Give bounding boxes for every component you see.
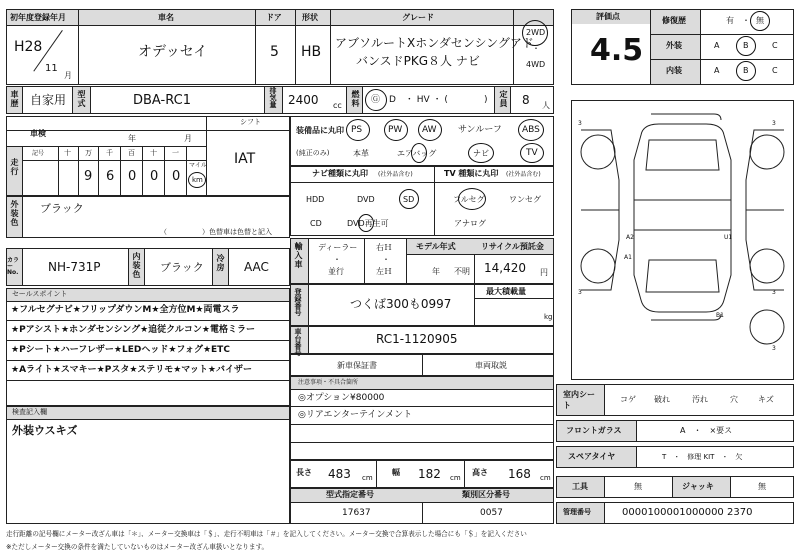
registration-value: つくば300も0997	[350, 297, 452, 311]
repair-no: 無	[756, 16, 764, 25]
spare-label: スペアタイヤ	[568, 452, 616, 461]
import-dealer: ディーラー	[318, 243, 358, 252]
equip-navi: ナビ	[473, 149, 489, 158]
tools-value: 無	[634, 482, 642, 491]
unit-5: 一	[172, 149, 179, 157]
equip-sunroof: サンルーフ	[458, 125, 502, 135]
displacement-label: 排気量	[269, 87, 277, 108]
import-dot1: ・	[333, 255, 341, 264]
inspection-label: 車検	[30, 129, 46, 138]
kg-unit: kg	[544, 313, 553, 321]
seat-item-1: コゲ	[620, 395, 636, 404]
nav-sd: SD	[403, 195, 415, 204]
mgmt-value: 0000100001000000 2370	[622, 507, 753, 518]
tv-label: TV 種類に丸印	[444, 169, 499, 178]
sales-label: セールスポイント	[12, 290, 68, 298]
tv-sub: (社外品含む)	[506, 171, 541, 178]
fuel-label: 燃料	[351, 90, 360, 108]
glass-value: A ・ ×要ス	[680, 426, 733, 435]
height-label: 高さ	[472, 468, 488, 477]
damage-a2: A2	[626, 234, 634, 241]
nav-dvd-play: DVD再生可	[347, 219, 389, 228]
seat-item-4: 穴	[730, 395, 738, 404]
length-label: 長さ	[296, 468, 312, 477]
color-label: 外装色	[10, 200, 19, 227]
equip-leather: 本革	[353, 149, 369, 158]
warranty-label: 新車保証書	[337, 361, 377, 370]
nav-sub: (社外品含む)	[378, 171, 413, 178]
inspection-year-unit: 年	[128, 134, 136, 143]
equip-tv: TV	[526, 148, 538, 158]
unit-2: 千	[106, 149, 113, 157]
grade-label: グレード	[402, 13, 434, 22]
tire-label-3: 3	[578, 289, 582, 296]
tire-rear-left-icon	[581, 249, 615, 283]
unit-4: 十	[150, 149, 157, 157]
equip-airbag: エアバッグ	[397, 149, 437, 158]
recycle-label: リサイクル預託金	[481, 242, 544, 251]
import-left: 左Ｈ	[376, 267, 392, 276]
tire-label-1: 3	[578, 120, 582, 127]
digit-2: 0	[128, 169, 137, 184]
inspector-value: 外装ウスキズ	[12, 424, 78, 437]
car-name: オデッセイ	[138, 44, 208, 60]
notes-label: 注意事項・不具合箇所	[298, 379, 359, 386]
digit-0: 9	[84, 169, 93, 184]
exterior-label: 外装	[666, 41, 682, 50]
nav-cd: CD	[310, 219, 322, 228]
doors-label: ドア	[266, 13, 282, 22]
manual-label: 車両取説	[475, 361, 507, 370]
tire-front-right-icon	[750, 135, 784, 169]
shape-label: 形状	[302, 13, 318, 22]
tv-fullseg: フルセグ	[453, 195, 485, 204]
tools-label: 工具	[572, 482, 588, 491]
usage-value: 自家用	[30, 93, 67, 107]
import-label: 輸入車	[294, 242, 303, 269]
digit-3: 0	[150, 169, 159, 184]
inspector-label: 検査記入欄	[12, 408, 47, 416]
equip-abs: ABS	[522, 125, 540, 135]
car-name-label: 車名	[158, 13, 174, 22]
sales-line-1: ★フルセグナビ★フリップダウンM★全方位M★両電スラ	[11, 305, 240, 315]
height-unit: cm	[540, 474, 551, 482]
interior-color-label: 内装色	[132, 252, 141, 279]
shift-label: シフト	[240, 118, 261, 126]
digit-4: 0	[172, 169, 181, 184]
max-load-label: 最大積載量	[486, 287, 526, 296]
tire-label-5: 3	[772, 345, 776, 352]
capacity-unit: 人	[542, 101, 550, 110]
grade-line2: バンスドPKG８人 ナビ	[356, 54, 480, 68]
footer-line-1: 走行距離の記号欄にメーター改ざん車は「＊」、メーター交換車は「＄」、走行不明車は「＃」を記入してください。メーター交換で合算表示した場合にも「＄」を記入ください	[6, 530, 527, 538]
height-value: 168	[508, 467, 531, 481]
jack-label: ジャッキ	[682, 482, 714, 491]
glass-label: フロントガラス	[566, 426, 622, 435]
drive-4wd: 4WD	[526, 60, 546, 69]
width-value: 182	[418, 467, 441, 481]
repair-label: 修復歴	[662, 16, 686, 25]
import-right: 右Ｈ	[376, 243, 392, 252]
seat-item-5: キズ	[758, 395, 774, 404]
tv-analog: アナログ	[454, 219, 486, 228]
displacement-value: 2400	[288, 93, 319, 107]
reg-year: H28	[14, 39, 43, 55]
ext-b: B	[743, 41, 749, 50]
color-code-label: カラーNo.	[7, 257, 20, 276]
shift-value: IAT	[234, 151, 256, 167]
drive-2wd: 2WD	[526, 28, 546, 37]
car-body-icon	[634, 124, 731, 312]
color-note: （ ）色替車は色替と記入	[160, 228, 272, 236]
model-year-unknown: 不明	[454, 267, 470, 276]
interior-color: ブラック	[160, 261, 204, 274]
yen-unit: 円	[540, 268, 548, 277]
model-label: 型式	[77, 90, 86, 108]
mile-label: マイル	[189, 162, 207, 169]
int-b: B	[743, 66, 749, 75]
import-parallel: 並行	[328, 267, 344, 276]
seat-item-2: 破れ	[654, 395, 670, 404]
equipment-label: 装備品に丸印	[296, 126, 344, 135]
recycle-value: 14,420	[484, 261, 526, 275]
score-value: 4.5	[590, 33, 644, 68]
tire-spare-icon	[750, 310, 784, 344]
int-c: C	[772, 66, 778, 75]
shape: HB	[301, 44, 322, 60]
grade-line1: アブソルートXホンダセンシングアド	[335, 36, 534, 50]
unit-1: 万	[85, 149, 92, 157]
ext-a: A	[714, 41, 720, 50]
footer-line-2: ※ただしメーター交換の条件を満たしていないものはメーター改ざん車扱いとなります。	[6, 543, 269, 551]
capacity-value: 8	[522, 93, 530, 107]
tire-front-left-icon	[581, 135, 615, 169]
int-a: A	[714, 66, 720, 75]
tv-oneseg: ワンセグ	[509, 195, 541, 204]
car-outline-svg	[571, 100, 794, 380]
class-value: 0057	[480, 508, 503, 518]
notes-line-2: ◎リアエンターテインメント	[298, 410, 413, 420]
sales-line-4: ★Aライト★スマキー★Pスタ★ステリモ★マット★バイザー	[11, 365, 252, 375]
cc-unit: cc	[333, 101, 342, 110]
import-dot2: ・	[382, 255, 390, 264]
fuel-options: Ⓖ D ・ HV ・ ( )	[371, 95, 488, 105]
seat-item-3: 汚れ	[692, 395, 708, 404]
unit-3: 百	[128, 149, 135, 157]
first-reg-label: 初年度登録年月	[10, 13, 66, 22]
jack-value: 無	[758, 482, 766, 491]
damage-b1: B1	[716, 312, 724, 319]
model-year-label: モデル年式	[416, 242, 456, 251]
color-code: NH-731P	[48, 260, 101, 274]
model-value: DBA-RC1	[133, 93, 191, 108]
doors: 5	[270, 44, 279, 60]
inspection-month-unit: 月	[184, 134, 192, 143]
damage-u1: U1	[724, 234, 733, 241]
sales-line-2: ★Pアシスト★ホンダセンシング★追従クルコン★電格ミラー	[11, 325, 255, 335]
width-label: 幅	[392, 468, 400, 477]
type-label: 型式指定番号	[326, 490, 374, 499]
repair-yes: 有	[726, 16, 734, 25]
damage-a1: A1	[624, 254, 632, 261]
model-year-unit: 年	[432, 267, 440, 276]
length-value: 483	[328, 467, 351, 481]
length-unit: cm	[362, 474, 373, 482]
class-label: 類別区分番号	[462, 490, 510, 499]
mileage-symbol: 記号	[32, 150, 45, 157]
capacity-label: 定員	[499, 90, 508, 108]
nav-hdd: HDD	[306, 195, 325, 204]
ac-label: 冷房	[216, 254, 225, 272]
score-label: 評価点	[596, 12, 620, 21]
registration-label: 登録番号	[294, 288, 302, 316]
width-unit: cm	[450, 474, 461, 482]
notes-line-1: ◎オプション¥80000	[298, 393, 385, 403]
usage-label: 車歴	[10, 90, 19, 108]
equip-aw: AW	[422, 125, 437, 135]
equip-pw: PW	[388, 125, 403, 135]
equip-ps: PS	[351, 125, 363, 135]
nav-dvd: DVD	[357, 195, 375, 204]
drive-dot: ・	[532, 44, 540, 53]
ac-value: AAC	[244, 260, 269, 274]
type-value: 17637	[342, 508, 371, 518]
tire-rear-right-icon	[750, 249, 784, 283]
nav-label: ナビ種類に丸印	[312, 169, 368, 178]
interior-label: 内装	[666, 66, 682, 75]
mileage-label: 走行	[10, 158, 19, 176]
reg-month-unit: 月	[64, 71, 72, 80]
tire-label-2: 3	[772, 120, 776, 127]
sales-line-3: ★Pシート★ハーフレザー★LEDヘッド★フォグ★ETC	[11, 345, 230, 355]
unit-0: 十	[64, 149, 71, 157]
chassis-label: 車台番号	[294, 328, 302, 356]
equipment-sublabel: (純正のみ)	[296, 149, 330, 157]
chassis-value: RC1-1120905	[376, 332, 458, 346]
repair-sep: ・	[742, 16, 750, 25]
spare-value: T ・ 修理 KIT ・ 欠	[662, 453, 743, 461]
ext-c: C	[772, 41, 778, 50]
reg-month: 11	[45, 63, 58, 74]
seat-label: 室内シート	[563, 390, 595, 410]
digit-1: 6	[106, 169, 115, 184]
tire-label-4: 3	[772, 289, 776, 296]
mgmt-label: 管理番号	[563, 508, 591, 516]
color-value: ブラック	[40, 202, 84, 215]
km-label: km	[192, 176, 203, 184]
